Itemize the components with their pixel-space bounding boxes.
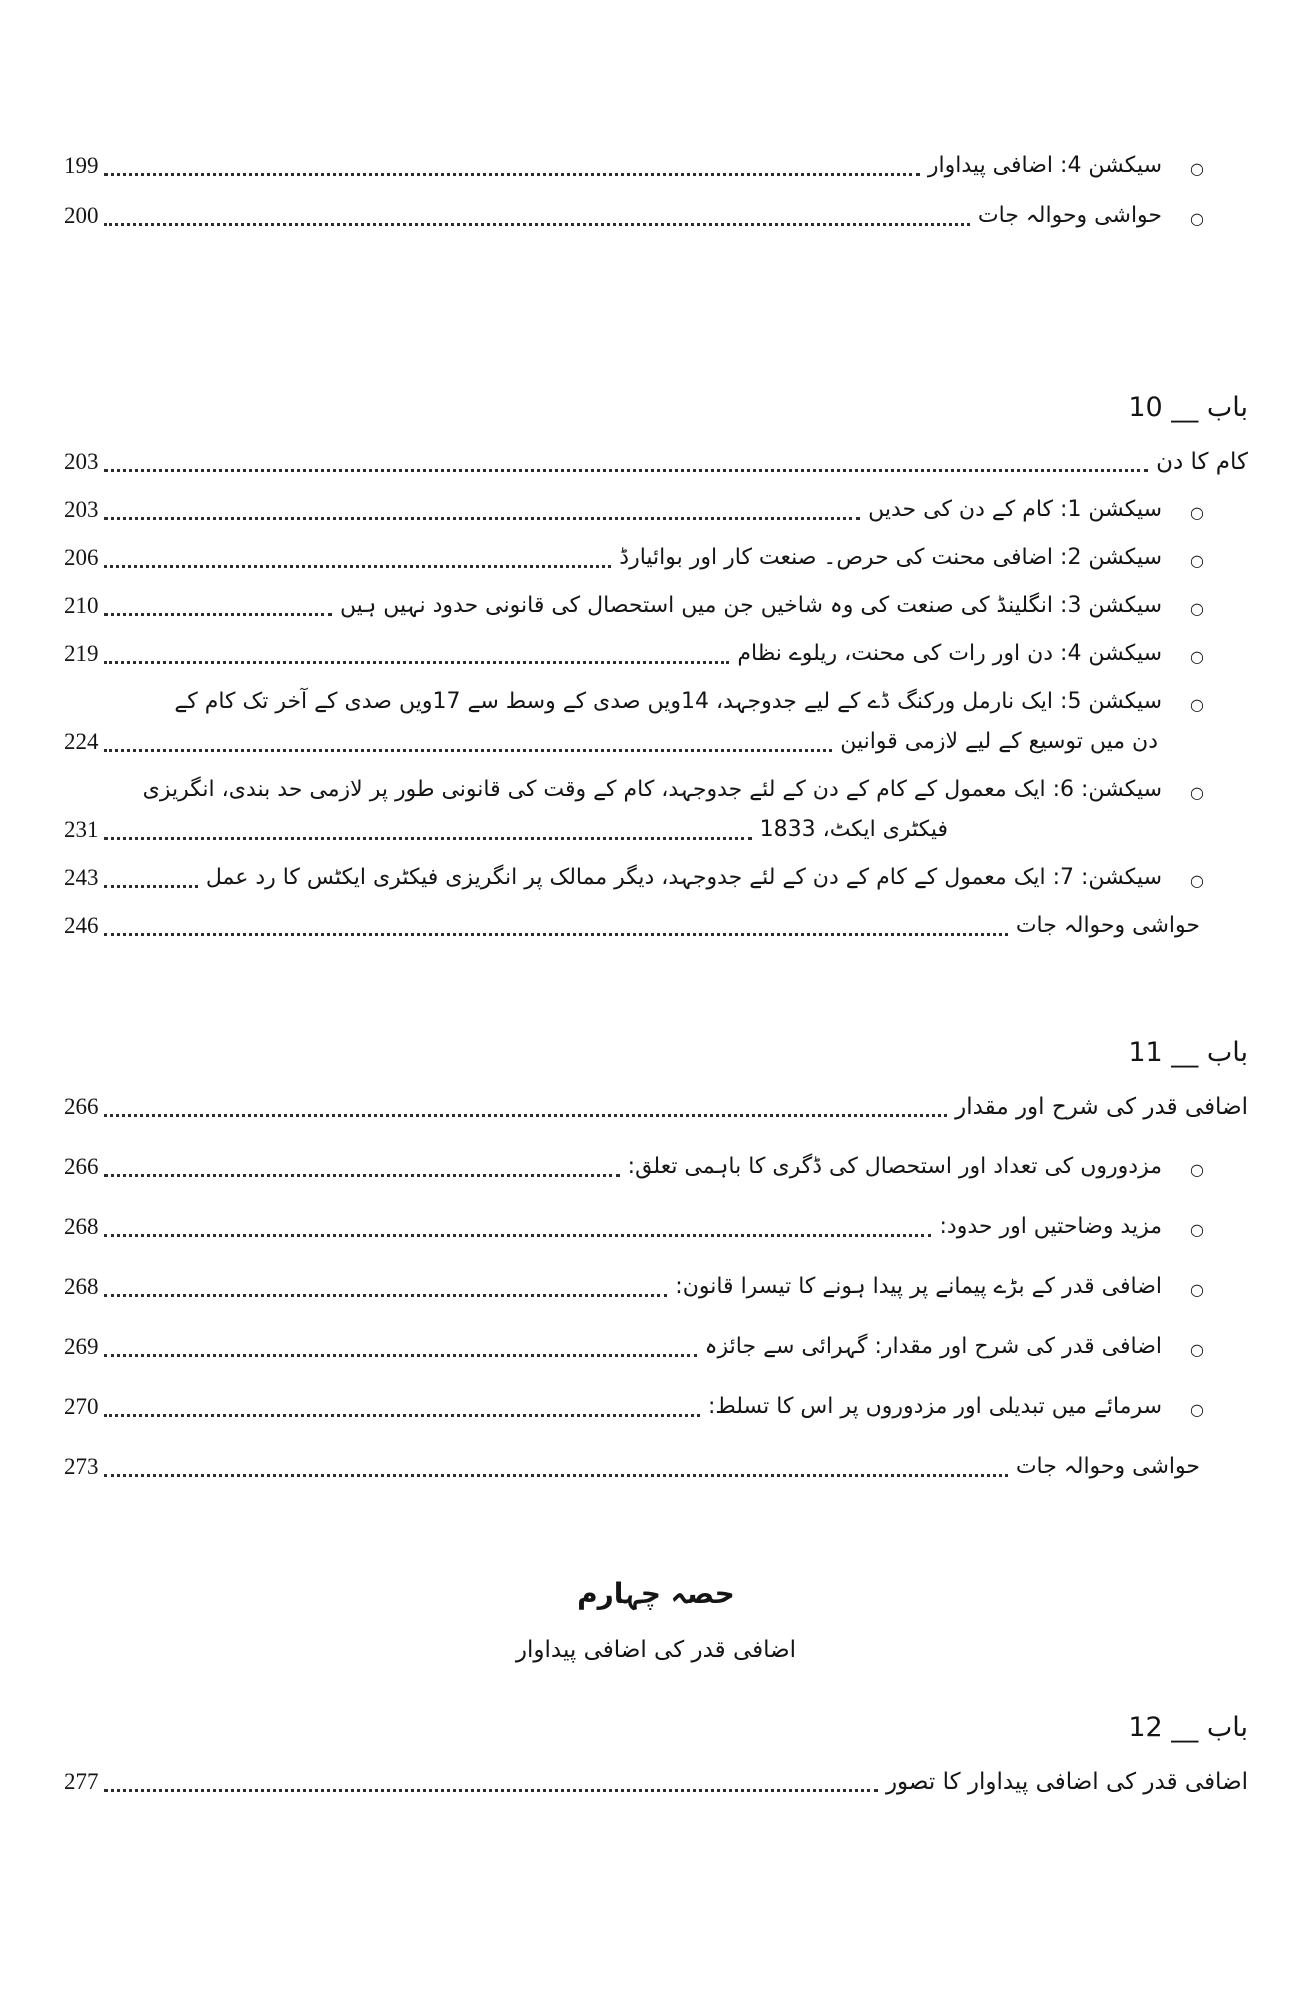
toc-entry bbox=[64, 634, 1248, 674]
toc-entry bbox=[64, 586, 1248, 626]
toc-page-number: 231 bbox=[64, 817, 99, 842]
toc-entry-label: سرمائے میں تبدیلی اور مزدوروں پر اس کا تسلط: bbox=[707, 1394, 1163, 1419]
toc-page-number: 219 bbox=[64, 641, 99, 666]
toc-entry-line1 bbox=[64, 682, 1248, 722]
bullet-icon: ○ bbox=[1190, 503, 1204, 522]
toc-entry-label: اضافی قدر کی شرح اور مقدار: گہرائی سے جائزہ bbox=[704, 1334, 1163, 1359]
bullet-icon: ○ bbox=[1190, 159, 1204, 178]
toc-page-number: 269 bbox=[64, 1334, 99, 1359]
toc-page-number: 277 bbox=[64, 1769, 99, 1794]
toc-page-number: 266 bbox=[64, 1094, 99, 1119]
toc-entry bbox=[64, 146, 1248, 186]
toc-entry-label: سیکشن 3: انگلینڈ کی صنعت کی وہ شاخیں جن میں استحصال کی قانونی حدود نہیں ہیں bbox=[339, 593, 1163, 618]
toc-page-number: 243 bbox=[64, 865, 99, 890]
toc-entry bbox=[64, 1147, 1248, 1187]
dotted-leader bbox=[104, 469, 1149, 472]
dotted-leader bbox=[104, 1474, 1008, 1477]
dotted-leader bbox=[104, 1234, 932, 1237]
bullet-icon: ○ bbox=[1190, 1400, 1204, 1419]
toc-entry-label: سیکشن: 7: ایک معمول کے کام کے دن کے لئے جدوجہد، دیگر ممالک پر انگریزی فیکٹری ایکٹس کا رد عمل bbox=[205, 865, 1163, 890]
toc-entry-label: سیکشن 2: اضافی محنت کی حرص۔ صنعت کار اور بوائیارڈ bbox=[619, 545, 1163, 570]
toc-page-number: 224 bbox=[64, 729, 99, 754]
toc-page-number: 246 bbox=[64, 913, 99, 938]
bullet-icon: ○ bbox=[1190, 1340, 1204, 1359]
chapter-title-entry bbox=[64, 442, 1248, 482]
toc-entry-label: دن میں توسیع کے لیے لازمی قوانین bbox=[840, 729, 1158, 754]
toc-entry-label: فیکٹری ایکٹ، 1833 bbox=[759, 817, 948, 842]
chapter-title-entry bbox=[64, 1087, 1248, 1127]
dotted-leader bbox=[104, 1294, 668, 1297]
bullet-icon: ○ bbox=[1190, 783, 1204, 802]
dotted-leader bbox=[104, 517, 861, 520]
toc-entry bbox=[64, 196, 1248, 236]
dotted-leader bbox=[104, 1789, 878, 1792]
part-four-block bbox=[64, 1572, 1248, 1670]
toc-page-number: 203 bbox=[64, 497, 99, 522]
toc-entry-label: سیکشن 4: اضافی پیداوار bbox=[927, 153, 1163, 178]
chapter-title-label: اضافی قدر کی شرح اور مقدار bbox=[955, 1094, 1248, 1120]
toc-entry bbox=[64, 1267, 1248, 1307]
toc-entry-label: حواشی وحوالہ جات bbox=[1015, 913, 1200, 938]
toc-page-number: 206 bbox=[64, 545, 99, 570]
bullet-icon: ○ bbox=[1190, 647, 1204, 666]
chapter-heading-11: باب __ 11 bbox=[1128, 1037, 1248, 1068]
toc-entry-label: حواشی وحوالہ جات bbox=[1015, 1454, 1200, 1479]
toc-entry-label: مزید وضاحتیں اور حدود: bbox=[939, 1214, 1163, 1239]
toc-footnotes-entry bbox=[64, 1447, 1248, 1487]
dotted-leader bbox=[104, 661, 730, 664]
toc-page-number: 273 bbox=[64, 1454, 99, 1479]
toc-entry-label: سیکشن 4: دن اور رات کی محنت، ریلوے نظام bbox=[737, 641, 1163, 666]
toc-entry bbox=[64, 858, 1248, 898]
dotted-leader bbox=[104, 223, 970, 226]
toc-page-number: 266 bbox=[64, 1154, 99, 1179]
chapter-title-label: کام کا دن bbox=[1156, 449, 1248, 475]
chapter-title-entry bbox=[64, 1762, 1248, 1802]
toc-page-number: 203 bbox=[64, 449, 99, 474]
toc-footnotes-entry bbox=[64, 906, 1248, 946]
toc-entry-label: سیکشن 1: کام کے دن کی حدیں bbox=[868, 497, 1163, 522]
toc-entry bbox=[64, 1387, 1248, 1427]
bullet-icon: ○ bbox=[1190, 1220, 1204, 1239]
part-heading: حصہ چہارم bbox=[577, 1577, 735, 1610]
bullet-icon: ○ bbox=[1190, 599, 1204, 618]
dotted-leader bbox=[104, 885, 198, 888]
toc-page-number: 268 bbox=[64, 1274, 99, 1299]
toc-entry-line1 bbox=[64, 770, 1248, 810]
toc-entry bbox=[64, 538, 1248, 578]
dotted-leader bbox=[104, 565, 612, 568]
toc-entry-label: حواشی وحوالہ جات bbox=[977, 203, 1163, 228]
dotted-leader bbox=[104, 173, 920, 176]
toc-entry-label: سیکشن: 6: ایک معمول کے کام کے دن کے لئے جدوجہد، کام کے وقت کی قانونی طور پر لازمی حد بندی، انگریزی bbox=[142, 777, 1163, 802]
bullet-icon: ○ bbox=[1190, 871, 1204, 890]
toc-entry bbox=[64, 1207, 1248, 1247]
chapter-title-label: اضافی قدر کی اضافی پیداوار کا تصور bbox=[885, 1769, 1248, 1795]
toc-entry-label: مزدوروں کی تعداد اور استحصال کی ڈگری کا باہمی تعلق: bbox=[627, 1154, 1163, 1179]
chapter-heading-10: باب __ 10 bbox=[1128, 392, 1248, 423]
bullet-icon: ○ bbox=[1190, 695, 1204, 714]
toc-entry bbox=[64, 1327, 1248, 1367]
toc-entry-line2 bbox=[64, 810, 1248, 850]
chapter-heading-12: باب __ 12 bbox=[1128, 1712, 1248, 1743]
dotted-leader bbox=[104, 1174, 620, 1177]
toc-entry-label: سیکشن 5: ایک نارمل ورکنگ ڈے کے لیے جدوجہد، 14ویں صدی کے وسط سے 17ویں صدی کے آخر تک کام کے bbox=[174, 689, 1163, 714]
toc-entry-line2 bbox=[64, 722, 1248, 762]
dotted-leader bbox=[104, 749, 833, 752]
dotted-leader bbox=[104, 1354, 697, 1357]
part-subtitle: اضافی قدر کی اضافی پیداوار bbox=[515, 1637, 797, 1663]
toc-page-number: 200 bbox=[64, 203, 99, 228]
bullet-icon: ○ bbox=[1190, 1160, 1204, 1179]
toc-page-number: 210 bbox=[64, 593, 99, 618]
bullet-icon: ○ bbox=[1190, 1280, 1204, 1299]
dotted-leader bbox=[104, 613, 332, 616]
dotted-leader bbox=[104, 1114, 948, 1117]
bullet-icon: ○ bbox=[1190, 551, 1204, 570]
toc-entry bbox=[64, 490, 1248, 530]
bullet-icon: ○ bbox=[1190, 209, 1204, 228]
dotted-leader bbox=[104, 933, 1008, 936]
toc-page-number: 199 bbox=[64, 153, 99, 178]
toc-page-number: 268 bbox=[64, 1214, 99, 1239]
dotted-leader bbox=[104, 1414, 700, 1417]
toc-entry-label: اضافی قدر کے بڑے پیمانے پر پیدا ہونے کا تیسرا قانون: bbox=[675, 1274, 1163, 1299]
toc-page-number: 270 bbox=[64, 1394, 99, 1419]
dotted-leader bbox=[104, 837, 752, 840]
